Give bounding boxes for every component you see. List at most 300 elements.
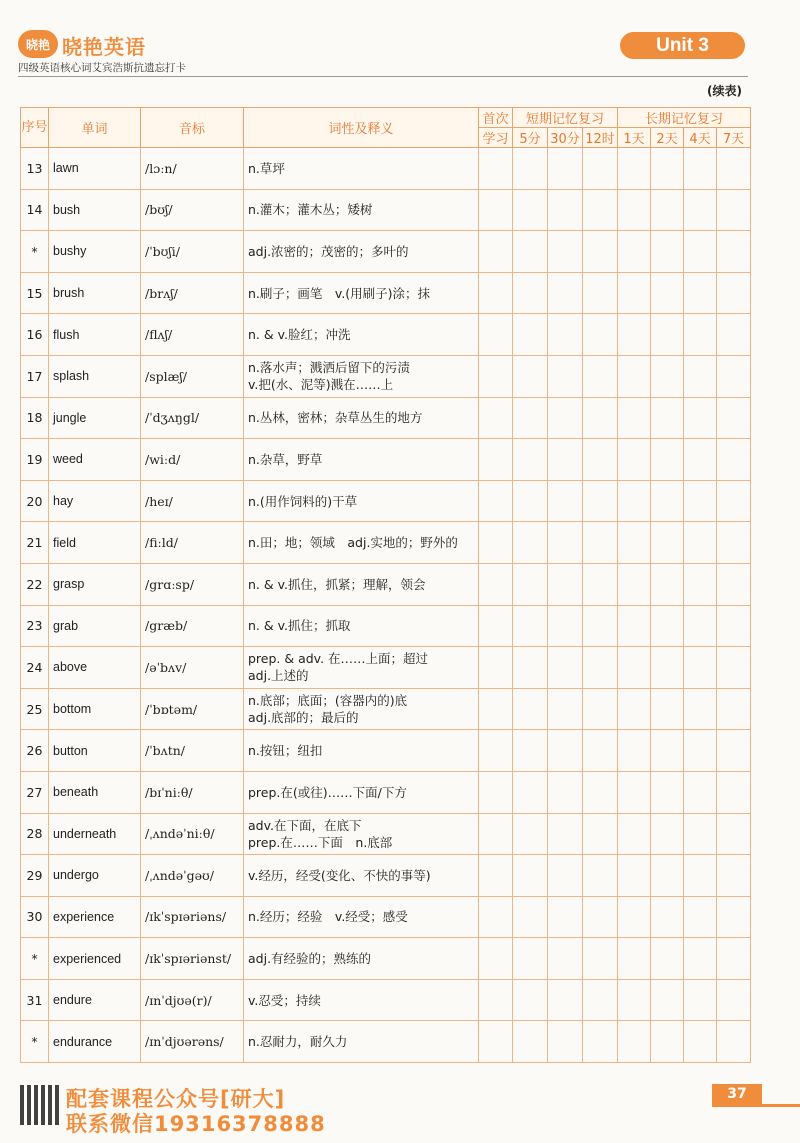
row-phonetic: /flʌʃ/: [141, 314, 244, 356]
review-checkbox-cell[interactable]: [618, 647, 651, 689]
row-word: bushy: [49, 231, 141, 273]
review-checkbox-cell[interactable]: [548, 938, 583, 980]
row-definition: [244, 896, 479, 938]
header-short-12h: 12时: [583, 128, 618, 148]
review-checkbox-cell[interactable]: [479, 771, 513, 813]
review-checkbox-cell[interactable]: [479, 938, 513, 980]
review-checkbox-cell[interactable]: [583, 813, 618, 855]
review-checkbox-cell[interactable]: [513, 855, 548, 897]
review-checkbox-cell[interactable]: [583, 688, 618, 730]
header-first-study-top: 首次: [479, 108, 513, 128]
review-checkbox-cell[interactable]: [651, 231, 684, 273]
review-checkbox-cell[interactable]: [583, 148, 618, 190]
review-checkbox-cell[interactable]: [548, 439, 583, 481]
review-checkbox-cell[interactable]: [651, 647, 684, 689]
review-checkbox-cell[interactable]: [479, 605, 513, 647]
row-phonetic: /fiːld/: [141, 522, 244, 564]
table-row: [21, 397, 751, 439]
review-checkbox-cell[interactable]: [684, 605, 717, 647]
review-checkbox-cell[interactable]: [684, 397, 717, 439]
book-subtitle: 四级英语核心词艾宾浩斯抗遗忘打卡: [18, 62, 186, 74]
review-checkbox-cell[interactable]: [717, 855, 751, 897]
review-checkbox-cell[interactable]: [651, 355, 684, 397]
review-checkbox-cell[interactable]: [618, 480, 651, 522]
row-number: 24: [21, 647, 49, 689]
review-checkbox-cell[interactable]: [548, 855, 583, 897]
definition-line: n.田；地；领域 adj.实地的；野外的: [248, 535, 458, 551]
review-checkbox-cell[interactable]: [583, 522, 618, 564]
review-checkbox-cell[interactable]: [583, 355, 618, 397]
review-checkbox-cell[interactable]: [618, 231, 651, 273]
review-checkbox-cell[interactable]: [479, 231, 513, 273]
review-checkbox-cell[interactable]: [717, 771, 751, 813]
review-checkbox-cell[interactable]: [583, 771, 618, 813]
table-row: [21, 605, 751, 647]
review-checkbox-cell[interactable]: [618, 189, 651, 231]
review-checkbox-cell[interactable]: [513, 647, 548, 689]
row-definition: [244, 522, 479, 564]
review-checkbox-cell[interactable]: [548, 1021, 583, 1063]
review-checkbox-cell[interactable]: [618, 813, 651, 855]
vocab-table: [20, 107, 751, 1063]
row-word: weed: [49, 439, 141, 481]
review-checkbox-cell[interactable]: [684, 272, 717, 314]
review-checkbox-cell[interactable]: [513, 730, 548, 772]
review-checkbox-cell[interactable]: [684, 148, 717, 190]
row-phonetic: /ɪnˈdjʊə(r)/: [141, 979, 244, 1021]
row-phonetic: /ˌʌndəˈgəʊ/: [141, 855, 244, 897]
review-checkbox-cell[interactable]: [479, 896, 513, 938]
review-checkbox-cell[interactable]: [684, 730, 717, 772]
review-checkbox-cell[interactable]: [548, 605, 583, 647]
row-number: 16: [21, 314, 49, 356]
review-checkbox-cell[interactable]: [717, 647, 751, 689]
review-checkbox-cell[interactable]: [717, 397, 751, 439]
review-checkbox-cell[interactable]: [618, 522, 651, 564]
review-checkbox-cell[interactable]: [513, 480, 548, 522]
review-checkbox-cell[interactable]: [548, 563, 583, 605]
review-checkbox-cell[interactable]: [717, 355, 751, 397]
review-checkbox-cell[interactable]: [651, 896, 684, 938]
review-checkbox-cell[interactable]: [684, 1021, 717, 1063]
definition-line: prep. & adv. 在……上面；超过: [248, 651, 429, 667]
review-checkbox-cell[interactable]: [548, 189, 583, 231]
row-word: brush: [49, 272, 141, 314]
review-checkbox-cell[interactable]: [618, 314, 651, 356]
review-checkbox-cell[interactable]: [618, 938, 651, 980]
definition-line: prep.在……下面 n.底部: [248, 834, 393, 850]
row-phonetic: /splæʃ/: [141, 355, 244, 397]
review-checkbox-cell[interactable]: [651, 148, 684, 190]
row-definition: [244, 813, 479, 855]
header-short-5min: 5分: [513, 128, 548, 148]
review-checkbox-cell[interactable]: [684, 189, 717, 231]
review-checkbox-cell[interactable]: [618, 148, 651, 190]
review-checkbox-cell[interactable]: [618, 979, 651, 1021]
row-word: experience: [49, 896, 141, 938]
review-checkbox-cell[interactable]: [651, 397, 684, 439]
review-checkbox-cell[interactable]: [651, 1021, 684, 1063]
review-checkbox-cell[interactable]: [684, 855, 717, 897]
review-checkbox-cell[interactable]: [618, 272, 651, 314]
review-checkbox-cell[interactable]: [651, 563, 684, 605]
review-checkbox-cell[interactable]: [717, 605, 751, 647]
review-checkbox-cell[interactable]: [479, 355, 513, 397]
review-checkbox-cell[interactable]: [684, 231, 717, 273]
review-checkbox-cell[interactable]: [651, 480, 684, 522]
row-number: 29: [21, 855, 49, 897]
review-checkbox-cell[interactable]: [717, 314, 751, 356]
review-checkbox-cell[interactable]: [618, 605, 651, 647]
row-definition: [244, 231, 479, 273]
definition-line: n.刷子；画笔 v.(用刷子)涂；抹: [248, 285, 431, 301]
review-checkbox-cell[interactable]: [618, 896, 651, 938]
review-checkbox-cell[interactable]: [651, 730, 684, 772]
review-checkbox-cell[interactable]: [717, 688, 751, 730]
unit-tab: Unit 3: [620, 32, 745, 59]
row-word: lawn: [49, 148, 141, 190]
row-word: grab: [49, 605, 141, 647]
review-checkbox-cell[interactable]: [479, 522, 513, 564]
review-checkbox-cell[interactable]: [513, 397, 548, 439]
review-checkbox-cell[interactable]: [618, 855, 651, 897]
header-long-1d: 1天: [618, 128, 651, 148]
footer-promo-line1: 配套课程公众号[研大]: [66, 1087, 286, 1111]
review-checkbox-cell[interactable]: [651, 688, 684, 730]
row-phonetic: /lɔːn/: [141, 148, 244, 190]
definition-line: adj.底部的；最后的: [248, 710, 359, 726]
review-checkbox-cell[interactable]: [618, 1021, 651, 1063]
row-word: underneath: [49, 813, 141, 855]
definition-line: n.灌木；灌木丛；矮树: [248, 202, 373, 218]
row-number: 14: [21, 189, 49, 231]
review-checkbox-cell[interactable]: [684, 314, 717, 356]
review-checkbox-cell[interactable]: [717, 272, 751, 314]
review-checkbox-cell[interactable]: [583, 480, 618, 522]
review-checkbox-cell[interactable]: [684, 355, 717, 397]
definition-line: n. & v.抓住；抓取: [248, 618, 351, 634]
review-checkbox-cell[interactable]: [583, 314, 618, 356]
review-checkbox-cell[interactable]: [548, 397, 583, 439]
row-number: 15: [21, 272, 49, 314]
review-checkbox-cell[interactable]: [548, 730, 583, 772]
review-checkbox-cell[interactable]: [651, 855, 684, 897]
row-number: 20: [21, 480, 49, 522]
row-phonetic: /ɪkˈspɪəriənst/: [141, 938, 244, 980]
definition-line: n.(用作饲料的)干草: [248, 493, 358, 509]
table-row: [21, 522, 751, 564]
table-row: [21, 148, 751, 190]
review-checkbox-cell[interactable]: [513, 605, 548, 647]
review-checkbox-cell[interactable]: [618, 688, 651, 730]
continued-label: (续表): [707, 84, 742, 98]
review-checkbox-cell[interactable]: [513, 439, 548, 481]
review-checkbox-cell[interactable]: [717, 1021, 751, 1063]
row-definition: [244, 855, 479, 897]
row-phonetic: /ˌʌndəˈniːθ/: [141, 813, 244, 855]
review-checkbox-cell[interactable]: [717, 896, 751, 938]
review-checkbox-cell[interactable]: [651, 189, 684, 231]
review-checkbox-cell[interactable]: [583, 1021, 618, 1063]
header-long-2d: 2天: [651, 128, 684, 148]
review-checkbox-cell[interactable]: [684, 771, 717, 813]
review-checkbox-cell[interactable]: [583, 563, 618, 605]
row-definition: [244, 688, 479, 730]
review-checkbox-cell[interactable]: [548, 355, 583, 397]
definition-line: n.按钮；纽扣: [248, 743, 323, 759]
review-checkbox-cell[interactable]: [513, 896, 548, 938]
review-checkbox-cell[interactable]: [583, 605, 618, 647]
review-checkbox-cell[interactable]: [618, 771, 651, 813]
review-checkbox-cell[interactable]: [651, 938, 684, 980]
header-short-30min: 30分: [548, 128, 583, 148]
review-checkbox-cell[interactable]: [583, 397, 618, 439]
review-checkbox-cell[interactable]: [684, 480, 717, 522]
row-definition: [244, 148, 479, 190]
review-checkbox-cell[interactable]: [479, 813, 513, 855]
review-checkbox-cell[interactable]: [548, 148, 583, 190]
row-definition: [244, 314, 479, 356]
row-phonetic: /ˈbʊʃi/: [141, 231, 244, 273]
table-row: [21, 813, 751, 855]
review-checkbox-cell[interactable]: [717, 231, 751, 273]
definition-line: v.忍受；持续: [248, 992, 321, 1008]
row-word: button: [49, 730, 141, 772]
review-checkbox-cell[interactable]: [651, 314, 684, 356]
review-checkbox-cell[interactable]: [513, 1021, 548, 1063]
row-definition: [244, 979, 479, 1021]
review-checkbox-cell[interactable]: [513, 563, 548, 605]
review-checkbox-cell[interactable]: [717, 439, 751, 481]
header-long-7d: 7天: [717, 128, 751, 148]
review-checkbox-cell[interactable]: [548, 896, 583, 938]
review-checkbox-cell[interactable]: [479, 397, 513, 439]
table-row: [21, 272, 751, 314]
review-checkbox-cell[interactable]: [684, 647, 717, 689]
review-checkbox-cell[interactable]: [717, 148, 751, 190]
review-checkbox-cell[interactable]: [479, 314, 513, 356]
review-checkbox-cell[interactable]: [513, 688, 548, 730]
table-row: [21, 979, 751, 1021]
table-row: [21, 439, 751, 481]
definition-line: n.忍耐力，耐久力: [248, 1034, 348, 1050]
row-definition: [244, 189, 479, 231]
review-checkbox-cell[interactable]: [479, 647, 513, 689]
review-checkbox-cell[interactable]: [583, 979, 618, 1021]
review-checkbox-cell[interactable]: [479, 480, 513, 522]
vocab-rows: [21, 148, 751, 1063]
review-checkbox-cell[interactable]: [548, 647, 583, 689]
table-row: [21, 314, 751, 356]
review-checkbox-cell[interactable]: [583, 730, 618, 772]
review-checkbox-cell[interactable]: [618, 397, 651, 439]
review-checkbox-cell[interactable]: [684, 979, 717, 1021]
review-checkbox-cell[interactable]: [479, 730, 513, 772]
row-word: undergo: [49, 855, 141, 897]
brand-name: 晓艳英语: [62, 35, 146, 59]
table-row: [21, 480, 751, 522]
review-checkbox-cell[interactable]: [684, 688, 717, 730]
review-checkbox-cell[interactable]: [651, 813, 684, 855]
review-checkbox-cell[interactable]: [513, 522, 548, 564]
review-checkbox-cell[interactable]: [513, 314, 548, 356]
header-divider: [18, 76, 748, 77]
review-checkbox-cell[interactable]: [717, 189, 751, 231]
review-checkbox-cell[interactable]: [513, 231, 548, 273]
review-checkbox-cell[interactable]: [717, 730, 751, 772]
row-word: above: [49, 647, 141, 689]
row-word: jungle: [49, 397, 141, 439]
row-number: 31: [21, 979, 49, 1021]
row-number: 17: [21, 355, 49, 397]
row-word: splash: [49, 355, 141, 397]
review-checkbox-cell[interactable]: [513, 771, 548, 813]
review-checkbox-cell[interactable]: [583, 896, 618, 938]
review-checkbox-cell[interactable]: [651, 522, 684, 564]
review-checkbox-cell[interactable]: [684, 439, 717, 481]
row-number: *: [21, 1021, 49, 1063]
review-checkbox-cell[interactable]: [548, 813, 583, 855]
review-checkbox-cell[interactable]: [717, 938, 751, 980]
review-checkbox-cell[interactable]: [717, 522, 751, 564]
definition-line: n.草坪: [248, 160, 285, 176]
row-number: 28: [21, 813, 49, 855]
review-checkbox-cell[interactable]: [717, 979, 751, 1021]
table-row: [21, 563, 751, 605]
review-checkbox-cell[interactable]: [479, 272, 513, 314]
review-checkbox-cell[interactable]: [479, 439, 513, 481]
row-definition: [244, 563, 479, 605]
header-seq: 序号: [21, 108, 49, 148]
review-checkbox-cell[interactable]: [684, 896, 717, 938]
review-checkbox-cell[interactable]: [583, 189, 618, 231]
definition-line: n.经历；经验 v.经受；感受: [248, 909, 408, 925]
definition-line: n.丛林，密林；杂草丛生的地方: [248, 410, 423, 426]
review-checkbox-cell[interactable]: [717, 480, 751, 522]
review-checkbox-cell[interactable]: [513, 979, 548, 1021]
review-checkbox-cell[interactable]: [548, 231, 583, 273]
row-definition: [244, 439, 479, 481]
review-checkbox-cell[interactable]: [548, 979, 583, 1021]
review-checkbox-cell[interactable]: [651, 439, 684, 481]
row-definition: [244, 771, 479, 813]
review-checkbox-cell[interactable]: [618, 563, 651, 605]
header-word: 单词: [49, 108, 141, 148]
table-row: [21, 938, 751, 980]
header-first-study-bottom: 学习: [479, 128, 513, 148]
row-definition: [244, 480, 479, 522]
review-checkbox-cell[interactable]: [479, 979, 513, 1021]
review-checkbox-cell[interactable]: [513, 148, 548, 190]
review-checkbox-cell[interactable]: [583, 231, 618, 273]
review-checkbox-cell[interactable]: [684, 563, 717, 605]
definition-line: v.经历，经受(变化、不快的事等): [248, 867, 431, 883]
review-checkbox-cell[interactable]: [513, 189, 548, 231]
review-checkbox-cell[interactable]: [479, 855, 513, 897]
qr-code-icon: [20, 1085, 60, 1125]
row-definition: [244, 355, 479, 397]
row-definition: [244, 647, 479, 689]
review-checkbox-cell[interactable]: [618, 439, 651, 481]
definition-line: n.杂草，野草: [248, 451, 323, 467]
review-checkbox-cell[interactable]: [513, 813, 548, 855]
header-long-term: 长期记忆复习: [618, 108, 751, 128]
row-word: endure: [49, 979, 141, 1021]
review-checkbox-cell[interactable]: [583, 647, 618, 689]
row-number: 23: [21, 605, 49, 647]
review-checkbox-cell[interactable]: [651, 272, 684, 314]
review-checkbox-cell[interactable]: [583, 272, 618, 314]
review-checkbox-cell[interactable]: [684, 813, 717, 855]
row-definition: [244, 397, 479, 439]
row-definition: [244, 1021, 479, 1063]
review-checkbox-cell[interactable]: [583, 439, 618, 481]
review-checkbox-cell[interactable]: [548, 314, 583, 356]
definition-line: prep.在(或往)……下面/下方: [248, 784, 407, 800]
row-word: endurance: [49, 1021, 141, 1063]
row-definition: [244, 938, 479, 980]
review-checkbox-cell[interactable]: [583, 855, 618, 897]
row-phonetic: /ˈbʌtn/: [141, 730, 244, 772]
review-checkbox-cell[interactable]: [548, 522, 583, 564]
review-checkbox-cell[interactable]: [513, 938, 548, 980]
row-phonetic: /brʌʃ/: [141, 272, 244, 314]
footer-accent-bar: [712, 1104, 800, 1107]
row-phonetic: /ˈbɒtəm/: [141, 688, 244, 730]
review-checkbox-cell[interactable]: [583, 938, 618, 980]
row-word: field: [49, 522, 141, 564]
row-number: 26: [21, 730, 49, 772]
definition-line: n.落水声；溅洒后留下的污渍: [248, 360, 410, 376]
review-checkbox-cell[interactable]: [717, 813, 751, 855]
definition-line: n. & v.脸红；冲洗: [248, 327, 351, 343]
review-checkbox-cell[interactable]: [479, 148, 513, 190]
review-checkbox-cell[interactable]: [651, 771, 684, 813]
review-checkbox-cell[interactable]: [651, 979, 684, 1021]
table-row: [21, 355, 751, 397]
review-checkbox-cell[interactable]: [684, 938, 717, 980]
review-checkbox-cell[interactable]: [479, 688, 513, 730]
row-word: beneath: [49, 771, 141, 813]
brand-logo-badge: 晓艳: [18, 30, 58, 58]
review-checkbox-cell[interactable]: [548, 480, 583, 522]
review-checkbox-cell[interactable]: [684, 522, 717, 564]
row-word: hay: [49, 480, 141, 522]
review-checkbox-cell[interactable]: [548, 272, 583, 314]
row-phonetic: /əˈbʌv/: [141, 647, 244, 689]
row-phonetic: /græb/: [141, 605, 244, 647]
table-row: [21, 896, 751, 938]
review-checkbox-cell[interactable]: [479, 563, 513, 605]
header-phonetic: 音标: [141, 108, 244, 148]
review-checkbox-cell[interactable]: [479, 1021, 513, 1063]
row-word: experienced: [49, 938, 141, 980]
review-checkbox-cell[interactable]: [548, 688, 583, 730]
row-number: *: [21, 231, 49, 273]
review-checkbox-cell[interactable]: [618, 355, 651, 397]
review-checkbox-cell[interactable]: [618, 730, 651, 772]
row-word: bottom: [49, 688, 141, 730]
row-number: 25: [21, 688, 49, 730]
review-checkbox-cell[interactable]: [548, 771, 583, 813]
review-checkbox-cell[interactable]: [513, 355, 548, 397]
review-checkbox-cell[interactable]: [717, 563, 751, 605]
page-header: [0, 0, 800, 98]
review-checkbox-cell[interactable]: [479, 189, 513, 231]
row-phonetic: /grɑːsp/: [141, 563, 244, 605]
review-checkbox-cell[interactable]: [513, 272, 548, 314]
review-checkbox-cell[interactable]: [651, 605, 684, 647]
